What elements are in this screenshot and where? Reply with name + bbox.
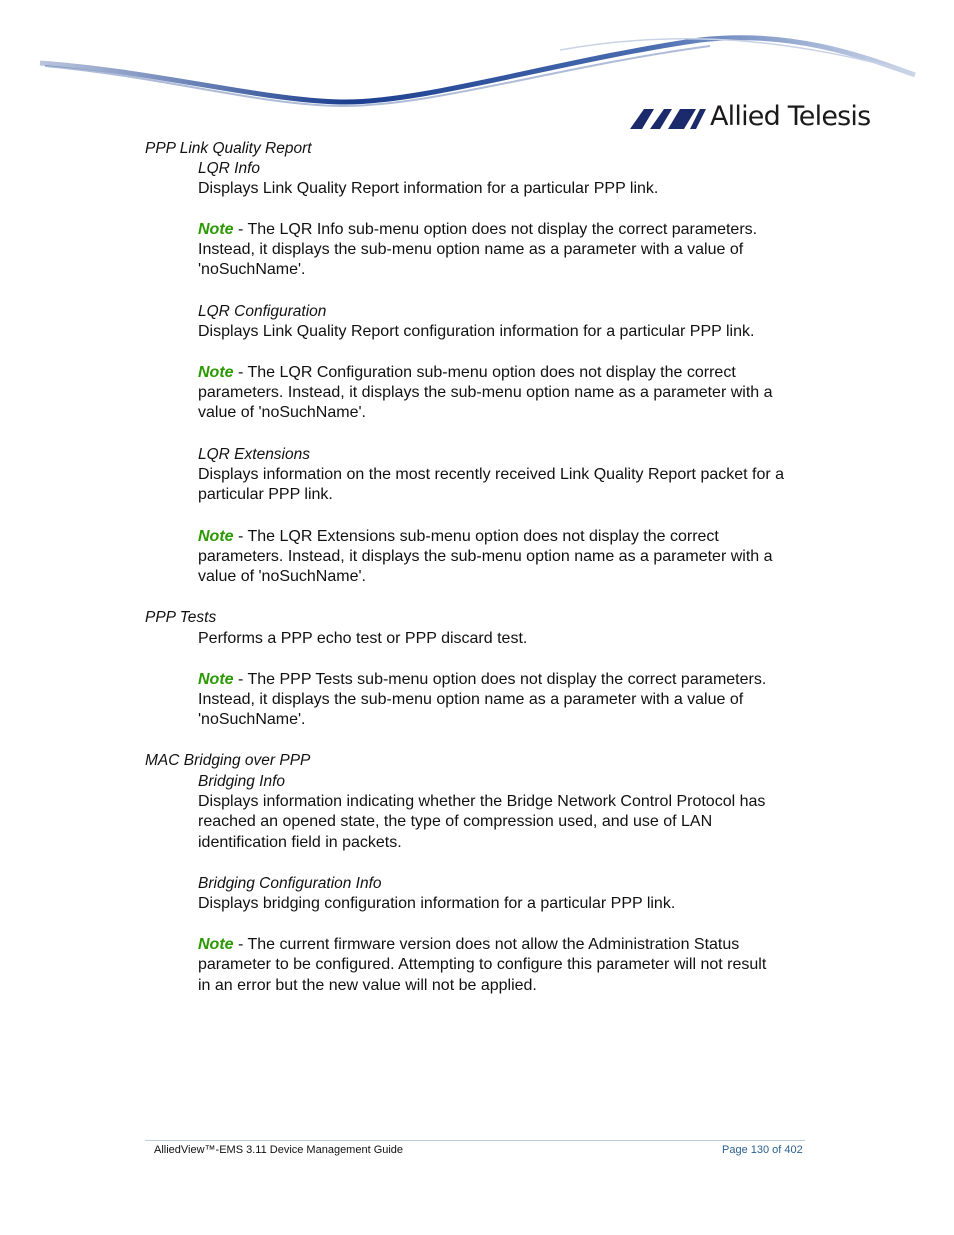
- bridging-config-desc: Displays bridging configuration information for a particular PPP link.: [198, 895, 676, 912]
- ppp-tests-desc: Performs a PPP echo test or PPP discard test.: [198, 630, 528, 647]
- lqr-ext-desc-line-2: particular PPP link.: [198, 486, 333, 503]
- subsection-title-lqr-ext: LQR Extensions: [198, 446, 310, 463]
- subsection-title-bridging-info: Bridging Info: [198, 773, 286, 790]
- note-lqr-config-line-1: Note - The LQR Configuration sub-menu option does not display the correct: [198, 364, 736, 381]
- bridging-info-desc-line-3: identification field in packets.: [198, 834, 402, 851]
- note-ppp-tests-line-3: 'noSuchName'.: [198, 711, 306, 728]
- lqr-config-desc: Displays Link Quality Report configuration information for a particular PPP link.: [198, 323, 755, 340]
- note-bridging-config-line-1: Note - The current firmware version does not allow the Administration Status: [198, 936, 740, 953]
- allied-telesis-logo: [630, 100, 871, 134]
- subsection-title-bridging-config: Bridging Configuration Info: [198, 875, 382, 892]
- note-label: Note: [198, 936, 234, 953]
- note-lqr-config-line-3: value of 'noSuchName'.: [198, 404, 366, 421]
- note-ppp-tests-line-2: Instead, it displays the sub-menu option name as a parameter with a value of: [198, 691, 744, 708]
- subsection-title-lqr-info: LQR Info: [198, 160, 261, 177]
- note-lqr-info-line-1: Note - The LQR Info sub-menu option does not display the correct parameters.: [198, 221, 758, 238]
- section-heading-mac-bridging: MAC Bridging over PPP: [145, 752, 311, 769]
- note-bridging-config-line-2: parameter to be configured. Attempting to configure this parameter will not result: [198, 956, 767, 973]
- lqr-info-desc: Displays Link Quality Report information for a particular PPP link.: [198, 180, 659, 197]
- footer-page-number: Page 130 of 402: [722, 1144, 803, 1156]
- subsection-title-lqr-config: LQR Configuration: [198, 303, 327, 320]
- footer-divider: [145, 1140, 805, 1141]
- section-heading-ppp-lqr: PPP Link Quality Report: [145, 140, 312, 157]
- note-lqr-ext-line-3: value of 'noSuchName'.: [198, 568, 366, 585]
- bridging-info-desc-line-1: Displays information indicating whether the Bridge Network Control Protocol has: [198, 793, 766, 810]
- note-lqr-ext-line-1: Note - The LQR Extensions sub-menu option does not display the correct: [198, 528, 719, 545]
- note-label: Note: [198, 528, 234, 545]
- section-heading-ppp-tests: PPP Tests: [145, 609, 217, 626]
- lqr-ext-desc-line-1: Displays information on the most recently received Link Quality Report packet for a: [198, 466, 785, 483]
- note-ppp-tests-line-1: Note - The PPP Tests sub-menu option does not display the correct parameters.: [198, 671, 767, 688]
- note-lqr-config-line-2: parameters. Instead, it displays the sub-menu option name as a parameter with a: [198, 384, 773, 401]
- bridging-info-desc-line-2: reached an opened state, the type of compression used, and use of LAN: [198, 813, 713, 830]
- note-lqr-info-line-2: Instead, it displays the sub-menu option name as a parameter with a value of: [198, 241, 744, 258]
- note-lqr-ext-line-2: parameters. Instead, it displays the sub-menu option name as a parameter with a: [198, 548, 773, 565]
- note-lqr-info-line-3: 'noSuchName'.: [198, 261, 306, 278]
- note-label: Note: [198, 364, 234, 381]
- note-label: Note: [198, 221, 234, 238]
- footer-doc-title: AlliedView™-EMS 3.11 Device Management Guide: [154, 1144, 404, 1156]
- logo-text: Allied Telesis: [710, 101, 871, 132]
- logo-mark-icon: [630, 103, 708, 133]
- note-label: Note: [198, 671, 234, 688]
- note-bridging-config-line-3: in an error but the new value will not be applied.: [198, 977, 537, 994]
